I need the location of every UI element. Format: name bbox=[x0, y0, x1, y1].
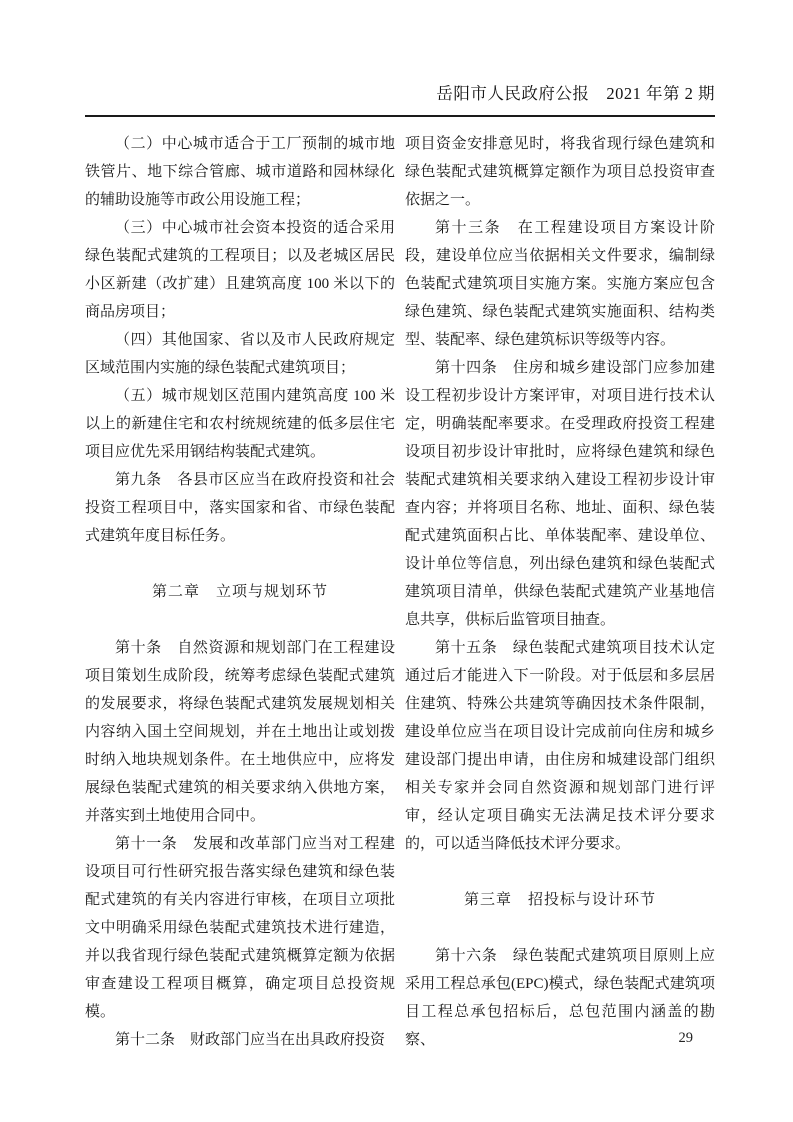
page-content bbox=[85, 82, 715, 1054]
paragraph: 第十二条 财政部门应当在出具政府投资 bbox=[115, 1032, 386, 1048]
paragraph: 第十六条 绿色装配式建筑项目原则上应采用工程总承包(EPC)模式，绿色装配式建筑项目工程总承包招标后，总包范围内涵盖的勘察、 bbox=[405, 948, 715, 1048]
paragraph: 第十五条 绿色装配式建筑项目技术认定通过后才能进入下一阶段。对于低层和多层居住建筑、特殊公共建筑等确因技术条件限制，建设单位应当在项目设计完成前向住房和城乡建设部门提出申请，由住房和城建设部门组织相关专家并会同自然资源和规划部门进行评审，经认定项目确实无法满足技术评分要求的，可以适当降低技术评分要求。 bbox=[405, 640, 715, 852]
paragraph: 第九条 各县市区应当在政府投资和社会投资工程项目中，落实国家和省、市绿色装配式建筑年度目标任务。 bbox=[85, 472, 395, 544]
header-title: 岳阳市人民政府公报 2021 年第 2 期 bbox=[436, 84, 715, 103]
paragraph: （二）中心城市适合于工厂预制的城市地铁管片、地下综合管廊、城市道路和园林绿化的辅助设施等市政公用设施工程； bbox=[85, 136, 395, 208]
page-header bbox=[85, 82, 715, 115]
paragraph: 第十三条 在工程建设项目方案设计阶段，建设单位应当依据相关文件要求，编制绿色装配式建筑项目实施方案。实施方案应包含绿色建筑、绿色装配式建筑实施面积、结构类型、装配率、绿色建筑标识等级等内容。 bbox=[405, 220, 715, 348]
chapter-heading: 第二章 立项与规划环节 bbox=[151, 584, 328, 600]
left-column bbox=[85, 130, 395, 1054]
paragraph: （四）其他国家、省以及市人民政府规定区域范围内实施的绿色装配式建筑项目； bbox=[85, 332, 395, 376]
header-rule bbox=[85, 115, 715, 117]
paragraph: 第十四条 住房和城乡建设部门应参加建设工程初步设计方案评审，对项目进行技术认定，明确装配率要求。在受理政府投资工程建设项目初步设计审批时，应将绿色建筑和绿色装配式建筑相关要求纳入建设工程初步设计审查内容；并将项目名称、地址、面积、绿色装配式建筑面积占比、单体装配率、建设单位、设计单位等信息，列出绿色建筑和绿色装配式建筑项目清单，供绿色装配式建筑产业基地信息共享，供标后监管项目抽查。 bbox=[405, 360, 715, 628]
two-column-body bbox=[85, 130, 715, 1054]
chapter-heading: 第三章 招投标与设计环节 bbox=[463, 892, 656, 908]
paragraph: （三）中心城市社会资本投资的适合采用绿色装配式建筑的工程项目；以及老城区居民小区新建（改扩建）且建筑高度 100 米以下的商品房项目； bbox=[85, 220, 395, 320]
page-number: 29 bbox=[678, 1030, 693, 1046]
paragraph: 第十条 自然资源和规划部门在工程建设项目策划生成阶段，统筹考虑绿色装配式建筑的发展要求，将绿色装配式建筑发展规划相关内容纳入国土空间规划，并在土地出让或划拨时纳入地块规划条件。在土地供应中，应将发展绿色装配式建筑的相关要求纳入供地方案，并落实到土地使用合同中。 bbox=[85, 640, 395, 824]
page-footer bbox=[85, 1030, 715, 1047]
right-column bbox=[405, 130, 715, 1054]
paragraph: 项目资金安排意见时，将我省现行绿色建筑和绿色装配式建筑概算定额作为项目总投资审查依据之一。 bbox=[405, 136, 715, 208]
paragraph: 第十一条 发展和改革部门应当对工程建设项目可行性研究报告落实绿色建筑和绿色装配式建筑的有关内容进行审核，在项目立项批文中明确采用绿色装配式建筑技术进行建造，并以我省现行绿色装配式建筑概算定额为依据审查建设工程项目概算，确定项目总投资规模。 bbox=[85, 836, 395, 1020]
paragraph: （五）城市规划区范围内建筑高度 100 米以上的新建住宅和农村统规统建的低多层住宅项目应优先采用钢结构装配式建筑。 bbox=[85, 388, 395, 460]
